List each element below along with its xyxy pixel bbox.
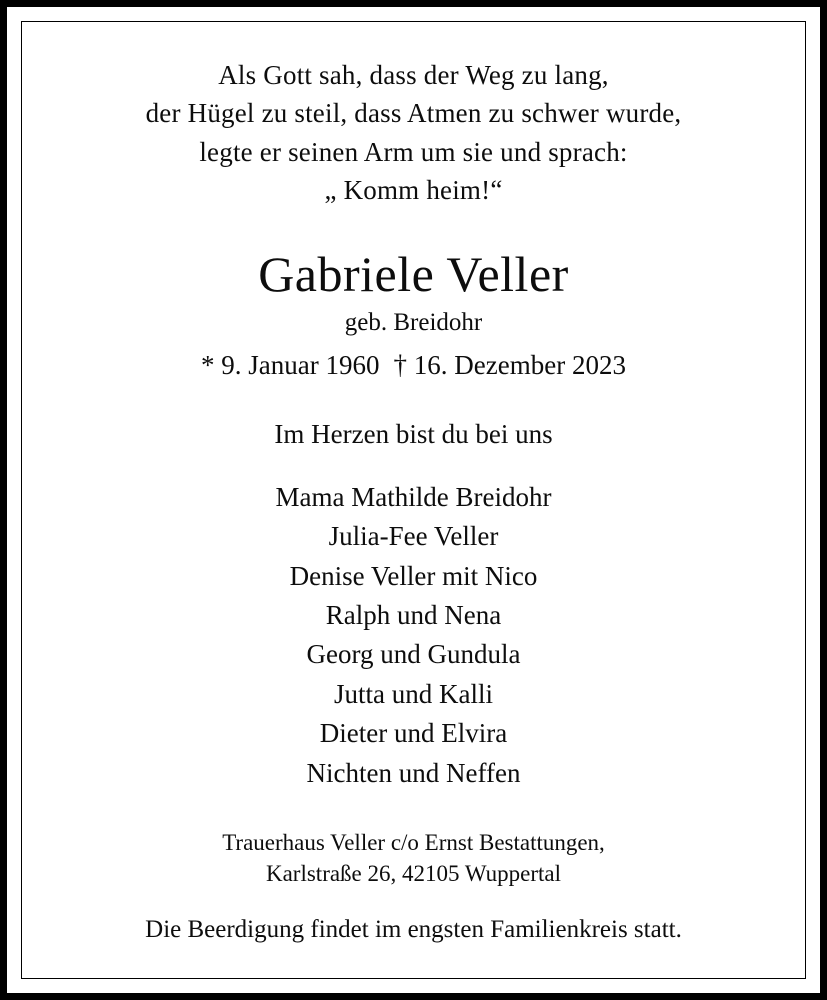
list-item: Denise Veller mit Nico [289,560,538,591]
list-item: Mama Mathilde Breidohr [275,481,552,512]
poem-line: der Hügel zu steil, dass Atmen zu schwer wurde, [145,98,682,129]
list-item: Ralph und Nena [325,599,502,630]
poem-line: Als Gott sah, dass der Weg zu lang, [218,60,609,90]
list-item: Julia-Fee Veller [328,521,499,552]
mourners-list [276,478,552,793]
death-date: † 16. Dezember 2023 [393,350,626,381]
maiden-name: geb. Breidohr [344,309,483,337]
life-dates [201,349,626,381]
memorial-line: Im Herzen bist du bei uns [274,418,553,449]
list-item: Jutta und Kalli [334,678,493,709]
list-item: Nichten und Neffen [306,757,521,788]
funeral-home-line: Trauerhaus Veller c/o Ernst Bestattungen, [222,829,605,855]
funeral-home-block [222,827,605,889]
list-item: Georg und Gundula [306,639,521,670]
deceased-name: Gabriele Veller [258,246,569,303]
obituary-inner-frame [21,21,806,979]
funeral-home-line: Karlstraße 26, 42105 Wuppertal [265,861,561,886]
poem-line: „ Komm heim!“ [324,174,503,205]
poem-line: legte er seinen Arm um sie und sprach: [199,136,628,167]
closing-note: Die Beerdigung findet im engsten Familienkreis statt. [145,916,682,944]
list-item: Dieter und Elvira [319,718,508,749]
birth-date: * 9. Januar 1960 [201,350,380,381]
poem-block [146,56,682,209]
